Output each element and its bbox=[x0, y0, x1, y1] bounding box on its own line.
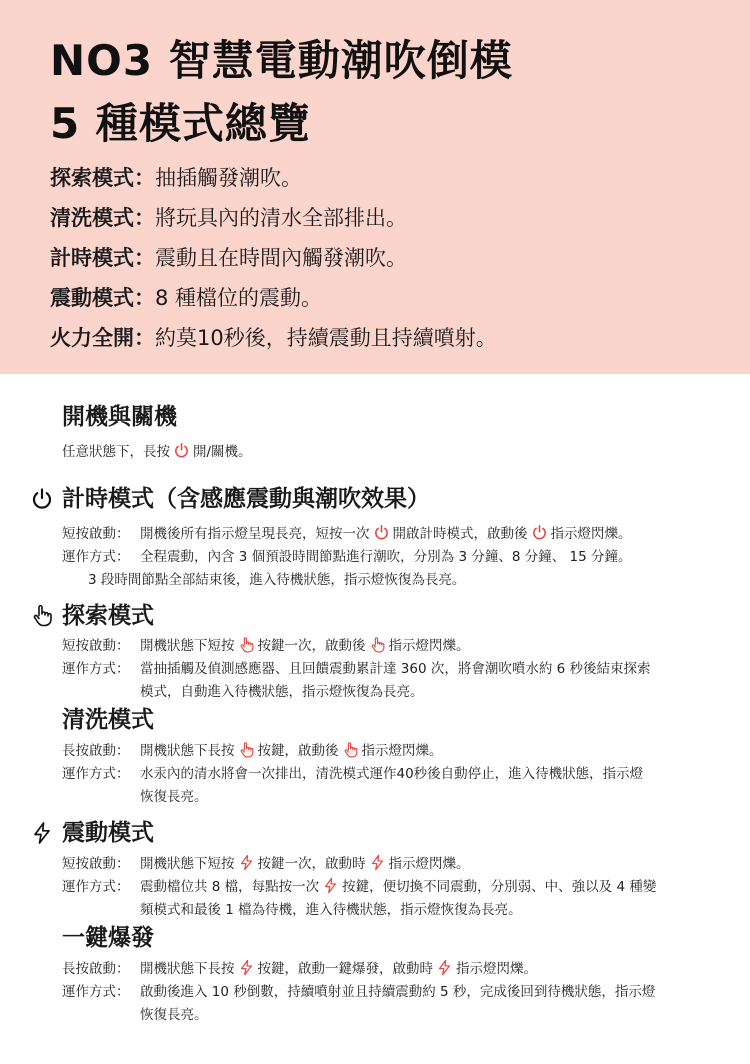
burst-operation-cont: 恢復長亮。 bbox=[140, 1007, 208, 1023]
vibrate-operation-cont: 頻模式和最後 1 檔為待機，進入待機狀態，指示燈恢復為長亮。 bbox=[140, 902, 522, 918]
lightning-icon bbox=[436, 959, 453, 976]
power-icon bbox=[373, 524, 390, 541]
section-title-vibrate: 震動模式 bbox=[62, 820, 154, 846]
section-title-explore: 探索模式 bbox=[62, 603, 154, 629]
burst-operation-line: 運作方式： 啟動後進入 10 秒倒數，持續噴射並且持續震動約 5 秒，完成後回到待機狀態，指示燈 bbox=[62, 984, 656, 1000]
mode-overview-item: 清洗模式：將玩具內的清水全部排出。 bbox=[50, 206, 407, 230]
timer-operation-cont: 3 段時間節點全部結束後，進入待機狀態，指示燈恢復為長亮。 bbox=[88, 572, 466, 588]
hand-pointer-icon bbox=[342, 741, 359, 758]
mode-overview-item: 火力全開：約莫10秒後，持續震動且持續噴射。 bbox=[50, 326, 497, 350]
vibrate-start-line: 短按啟動： 開機狀態下短按 按鍵一次，啟動時 指示燈閃爍。 bbox=[62, 856, 470, 872]
clean-operation-line: 運作方式： 水汞內的清水將會一次排出，清洗模式運作40秒後自動停止，進入待機狀態，指示燈 bbox=[62, 766, 644, 782]
hand-pointer-icon bbox=[238, 636, 255, 653]
mode-overview-list bbox=[50, 158, 497, 358]
mode-overview-item: 震動模式：8 種檔位的震動。 bbox=[50, 286, 323, 310]
mode-overview-item: 探索模式：抽插觸發潮吹。 bbox=[50, 166, 302, 190]
hand-pointer-icon bbox=[238, 741, 255, 758]
section-title-timer: 計時模式（含感應震動與潮吹效果） bbox=[62, 486, 430, 512]
hero-banner bbox=[0, 0, 750, 374]
explore-operation-line: 運作方式： 當抽插觸及偵測感應器、且回饋震動累計達 360 次，將會潮吹噴水約 6 秒後結束探索 bbox=[62, 661, 651, 677]
page-title: NO3 智慧電動潮吹倒模 bbox=[50, 36, 513, 85]
explore-operation-cont: 模式，自動進入待機狀態，指示燈恢復為長亮。 bbox=[140, 684, 424, 700]
explore-start-line: 短按啟動： 開機狀態下短按 按鍵一次，啟動後 指示燈閃爍。 bbox=[62, 638, 470, 654]
power-instruction: 任意狀態下，長按 開/關機。 bbox=[62, 444, 252, 460]
vibrate-operation-line: 運作方式： 震動檔位共 8 檔，每點按一次 按鍵，便切換不同震動，分別弱、中、強以及 4 種變 bbox=[62, 879, 657, 895]
section-title-burst: 一鍵爆發 bbox=[62, 925, 154, 951]
timer-start-line: 短按啟動： 開機後所有指示燈呈現長亮，短按一次 開啟計時模式，啟動後 指示燈閃爍。 bbox=[62, 526, 632, 542]
burst-start-line: 長按啟動： 開機狀態下長按 按鍵，啟動一鍵爆發，啟動時 指示燈閃爍。 bbox=[62, 961, 537, 977]
power-icon bbox=[531, 524, 548, 541]
lightning-icon bbox=[322, 877, 339, 894]
timer-operation-line: 運作方式： 全程震動，內含 3 個預設時間節點進行潮吹，分別為 3 分鐘、8 分鐘、 15 分鐘。 bbox=[62, 549, 632, 565]
section-title-power: 開機與關機 bbox=[62, 404, 177, 430]
lightning-icon bbox=[238, 959, 255, 976]
clean-operation-cont: 恢復長亮。 bbox=[140, 789, 208, 805]
lightning-icon bbox=[369, 854, 386, 871]
lightning-icon bbox=[30, 821, 54, 845]
hand-pointer-icon bbox=[30, 603, 54, 627]
page-subtitle: 5 種模式總覽 bbox=[50, 99, 311, 148]
lightning-icon bbox=[238, 854, 255, 871]
hand-pointer-icon bbox=[369, 636, 386, 653]
clean-start-line: 長按啟動： 開機狀態下長按 按鍵，啟動後 指示燈閃爍。 bbox=[62, 743, 443, 759]
power-icon bbox=[173, 442, 190, 459]
mode-overview-item: 計時模式：震動且在時間內觸發潮吹。 bbox=[50, 246, 407, 270]
section-title-clean: 清洗模式 bbox=[62, 707, 154, 733]
power-icon bbox=[30, 487, 54, 511]
